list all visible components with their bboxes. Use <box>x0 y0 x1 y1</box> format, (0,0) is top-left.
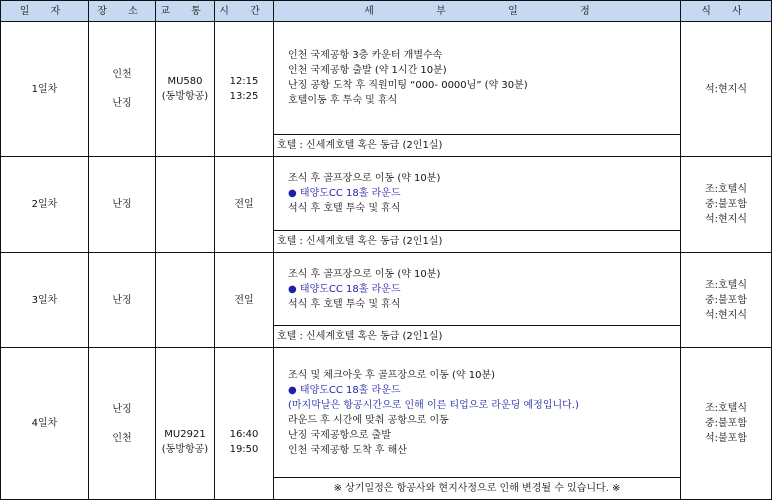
flight-number: MU580 <box>167 76 203 87</box>
detail-cell <box>274 22 681 135</box>
flight-number: MU2921 <box>164 428 206 440</box>
time-cell: 전일 <box>215 157 274 253</box>
header-day: 일 자 <box>1 1 89 22</box>
meal-lunch: 중:불포함 <box>704 294 747 306</box>
day-row-1 <box>1 22 772 135</box>
detail-line: 인천 국제공항 도착 후 해산 <box>288 444 407 456</box>
meal-lunch: 중:불포함 <box>704 418 747 429</box>
transport-cell <box>156 157 215 253</box>
detail-cell <box>274 157 681 231</box>
meal-dinner: 석:현지식 <box>704 83 747 95</box>
day-row-2 <box>1 157 772 231</box>
detail-line: 석식 후 호텔 투숙 및 휴식 <box>288 203 401 214</box>
place-arrive: 인천 <box>112 432 132 444</box>
meal-cell <box>681 348 772 500</box>
detail-line: 라운드 후 시간에 맞춰 공항으로 이동 <box>288 414 449 426</box>
transport-cell <box>156 253 215 348</box>
golf-round-line: ● 태양도CC 18홀 라운드 <box>288 188 401 199</box>
day-row-3 <box>1 253 772 326</box>
tee-time-note: (마지막날은 항공시간으로 인해 이른 티업으로 라운딩 예정입니다.) <box>288 399 579 411</box>
detail-line: 인천 국제공항 출발 (약 1시간 10분) <box>288 65 447 76</box>
meal-cell <box>681 22 772 157</box>
detail-cell <box>274 348 681 478</box>
time-cell: 전일 <box>215 253 274 348</box>
transport-cell <box>156 348 215 500</box>
header-detail-char: 일 <box>508 5 518 17</box>
meal-dinner: 석:불포함 <box>704 433 747 444</box>
detail-line: 조식 및 체크아웃 후 골프장으로 이동 (약 10분) <box>288 369 495 381</box>
header-place: 장 소 <box>89 1 156 22</box>
place-cell <box>89 22 156 157</box>
airline: (동방항공) <box>161 91 209 102</box>
time-cell <box>215 348 274 500</box>
header-detail-char: 정 <box>580 5 590 17</box>
header-detail <box>274 1 681 22</box>
day-label: 4일차 <box>1 348 89 500</box>
airline: (동방항공) <box>161 443 209 455</box>
arrive-time: 13:25 <box>229 91 259 102</box>
place-depart: 인천 <box>112 69 132 80</box>
meal-breakfast: 조:호텔식 <box>704 184 747 195</box>
depart-time: 16:40 <box>229 428 259 440</box>
golf-round-line: ● 태양도CC 18홀 라운드 <box>288 384 401 396</box>
header-row <box>1 1 772 22</box>
hotel-info: 호텔 : 신세계호텔 혹은 동급 (2인1실) <box>274 231 681 253</box>
meal-dinner: 석:현지식 <box>704 214 747 225</box>
place-cell: 난징 <box>89 253 156 348</box>
meal-breakfast: 조:호텔식 <box>704 403 747 414</box>
day-label: 2일차 <box>1 157 89 253</box>
detail-line: 석식 후 호텔 투숙 및 휴식 <box>288 298 401 310</box>
place-cell <box>89 348 156 500</box>
place-depart: 난징 <box>112 403 132 415</box>
detail-line: 호텔이동 후 투숙 및 휴식 <box>288 95 398 106</box>
header-detail-char: 세 <box>364 5 374 17</box>
transport-cell <box>156 22 215 157</box>
place-cell: 난징 <box>89 157 156 253</box>
place-arrive: 난징 <box>112 98 132 109</box>
detail-line: 조식 후 골프장으로 이동 (약 10분) <box>288 268 441 280</box>
golf-round-line: ● 태양도CC 18홀 라운드 <box>288 283 401 295</box>
detail-line: 조식 후 골프장으로 이동 (약 10분) <box>288 173 441 184</box>
header-meal: 식 사 <box>681 1 772 22</box>
meal-dinner: 석:현지식 <box>704 309 747 321</box>
detail-cell <box>274 253 681 326</box>
meal-breakfast: 조:호텔식 <box>704 279 747 291</box>
day-row-4 <box>1 348 772 478</box>
header-detail-char: 부 <box>436 5 446 17</box>
detail-line: 난징 국제공항으로 출발 <box>288 429 391 441</box>
day-label: 3일차 <box>1 253 89 348</box>
hotel-info: 호텔 : 신세계호텔 혹은 동급 (2인1실) <box>274 326 681 348</box>
schedule-change-notice: ※ 상기일정은 항공사와 현지사정으로 인해 변경될 수 있습니다. ※ <box>274 478 681 500</box>
header-transport: 교 통 <box>156 1 215 22</box>
meal-cell <box>681 157 772 253</box>
day-label: 1일차 <box>1 22 89 157</box>
meal-lunch: 중:불포함 <box>704 199 747 210</box>
arrive-time: 19:50 <box>229 443 259 455</box>
time-cell <box>215 22 274 157</box>
detail-line: 인천 국제공항 3층 카운터 개별수속 <box>288 50 443 61</box>
meal-cell <box>681 253 772 348</box>
depart-time: 12:15 <box>229 76 259 87</box>
hotel-info: 호텔 : 신세계호텔 혹은 동급 (2인1실) <box>274 135 681 157</box>
detail-line: 난징 공항 도착 후 직원미팅 “000- 0000님” (약 30분) <box>288 80 528 91</box>
header-time: 시 간 <box>215 1 274 22</box>
